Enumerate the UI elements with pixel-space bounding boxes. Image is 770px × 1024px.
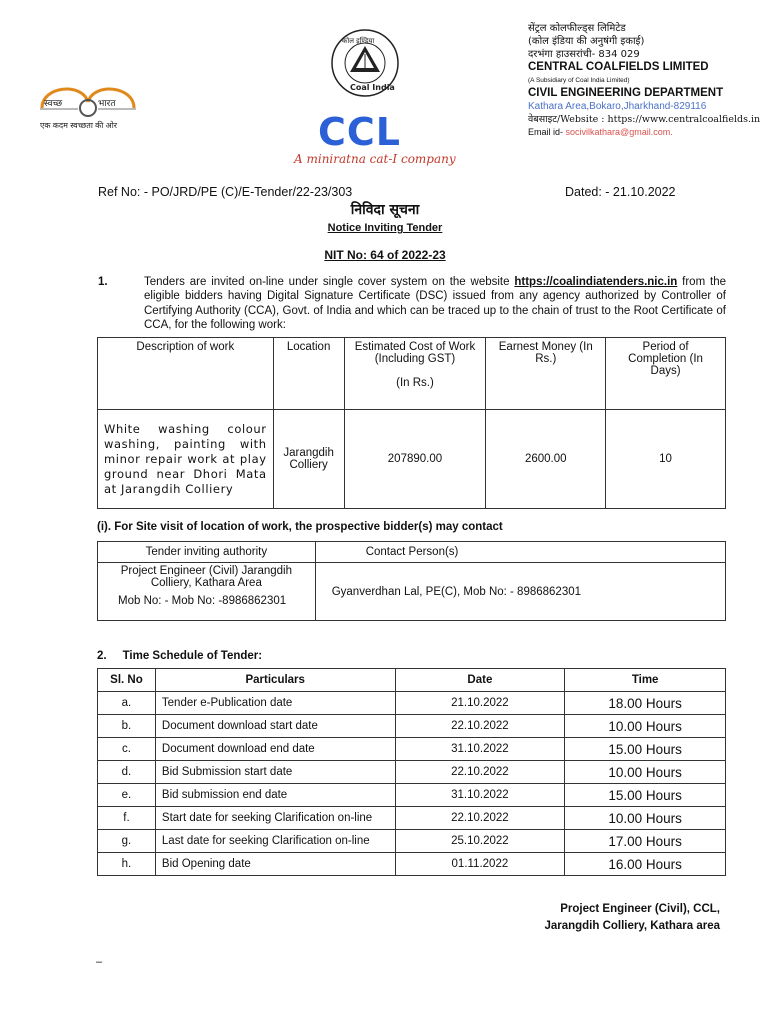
schedule-particular: Bid submission end date xyxy=(155,784,395,807)
section-2-number: 2. xyxy=(97,650,107,662)
hindi-subsidiary: (कोल इंडिया की अनुषंगी इकाई) xyxy=(528,36,645,47)
schedule-slno: e. xyxy=(98,784,156,807)
subsidiary-text: (A Subsidiary of Coal India Limited) xyxy=(528,77,630,84)
schedule-particular: Document download start date xyxy=(155,715,395,738)
title-hindi: निविदा सूचना xyxy=(350,202,420,218)
schedule-particular: Start date for seeking Clarification on-line xyxy=(155,807,395,830)
ccl-logo-text: CCL xyxy=(318,110,401,154)
swachh-left-text: स्वच्छ xyxy=(44,99,63,109)
work-description: White washing colour washing, painting with minor repair work at play ground near Dhori Mata at Jarangdih Colliery xyxy=(98,410,274,509)
schedule-slno: a. xyxy=(98,692,156,715)
schedule-time: 17.00 Hours xyxy=(565,830,726,853)
schedule-time: 10.00 Hours xyxy=(565,761,726,784)
swachh-tagline: एक कदम स्वच्छता की ओर xyxy=(40,121,118,130)
schedule-particular: Last date for seeking Clarification on-line xyxy=(155,830,395,853)
table-row xyxy=(98,692,726,715)
email-label: Email id- xyxy=(528,127,564,137)
schedule-date: 25.10.2022 xyxy=(395,830,565,853)
miniratna-tagline: A miniratna cat-I company xyxy=(294,152,456,166)
schedule-slno: h. xyxy=(98,853,156,876)
contact-person: Gyanverdhan Lal, PE(C), Mob No: - 8986862301 xyxy=(315,563,725,621)
section-2-title: Time Schedule of Tender: xyxy=(122,650,263,662)
company-name: CENTRAL COALFIELDS LIMITED xyxy=(528,61,709,73)
schedule-table xyxy=(97,668,726,876)
schedule-time: 15.00 Hours xyxy=(565,738,726,761)
schedule-particular: Bid Submission start date xyxy=(155,761,395,784)
hindi-address: दरभंगा हाउसरांची- 834 029 xyxy=(528,49,640,60)
schedule-slno: d. xyxy=(98,761,156,784)
section-2-heading xyxy=(97,650,262,662)
table-row xyxy=(98,738,726,761)
coal-india-english-text: Coal India xyxy=(350,83,395,92)
para1-text-before: Tenders are invited on-line under single cover system on the website xyxy=(144,276,515,288)
header-cost-unit: (In Rs.) xyxy=(396,377,434,389)
contact-table xyxy=(97,541,726,621)
schedule-time: 10.00 Hours xyxy=(565,715,726,738)
schedule-date: 21.10.2022 xyxy=(395,692,565,715)
schedule-date: 31.10.2022 xyxy=(395,738,565,761)
signature-line-2: Jarangdih Colliery, Kathara area xyxy=(544,920,720,932)
schedule-time: 10.00 Hours xyxy=(565,807,726,830)
schedule-header-slno: Sl. No xyxy=(98,669,156,692)
tender-website-link[interactable]: https://coalindiatenders.nic.in xyxy=(514,276,678,288)
area-address: Kathara Area,Bokaro,Jharkhand-829116 xyxy=(528,101,707,112)
signature-block xyxy=(440,901,720,935)
schedule-date: 22.10.2022 xyxy=(395,761,565,784)
schedule-time: 18.00 Hours xyxy=(565,692,726,715)
table-row xyxy=(98,715,726,738)
schedule-rows xyxy=(98,692,726,876)
work-table xyxy=(97,337,726,509)
email-line xyxy=(528,126,763,139)
dated: Dated: - 21.10.2022 xyxy=(565,185,676,199)
title-english: Notice Inviting Tender xyxy=(327,222,443,234)
schedule-particular: Document download end date xyxy=(155,738,395,761)
schedule-time: 15.00 Hours xyxy=(565,784,726,807)
schedule-date: 22.10.2022 xyxy=(395,807,565,830)
header-cost xyxy=(344,338,486,410)
work-emd: 2600.00 xyxy=(486,410,606,509)
site-visit-heading: (i). For Site visit of location of work, the prospective bidder(s) may contact xyxy=(97,521,503,533)
section-1-paragraph xyxy=(144,275,726,333)
schedule-header-date: Date xyxy=(395,669,565,692)
authority-mobile: Mob No: - Mob No: -8986862301 xyxy=(118,595,287,607)
swachh-right-text: भारत xyxy=(98,99,116,109)
authority-cell xyxy=(98,563,316,621)
table-row xyxy=(98,410,726,509)
signature-line-1: Project Engineer (Civil), CCL, xyxy=(560,903,720,915)
coal-india-hindi-text: कोल इण्डिया xyxy=(342,37,375,45)
contact-header-person: Contact Person(s) xyxy=(315,542,725,563)
schedule-header-particulars: Particulars xyxy=(155,669,395,692)
work-location: Jarangdih Colliery xyxy=(273,410,344,509)
schedule-time: 16.00 Hours xyxy=(565,853,726,876)
schedule-slno: b. xyxy=(98,715,156,738)
table-row xyxy=(98,830,726,853)
schedule-slno: g. xyxy=(98,830,156,853)
email-link[interactable]: socivilkathara@gmail.com. xyxy=(565,127,673,137)
table-row xyxy=(98,853,726,876)
department-name: CIVIL ENGINEERING DEPARTMENT xyxy=(528,87,724,99)
section-1-number: 1. xyxy=(98,276,108,288)
authority-name: Project Engineer (Civil) Jarangdih Colliery, Kathara Area xyxy=(120,565,292,589)
header-earnest-money: Earnest Money (In Rs.) xyxy=(486,338,606,410)
schedule-particular: Bid Opening date xyxy=(155,853,395,876)
work-period: 10 xyxy=(606,410,726,509)
schedule-date: 22.10.2022 xyxy=(395,715,565,738)
schedule-particular: Tender e-Publication date xyxy=(155,692,395,715)
header-description: Description of work xyxy=(98,338,274,410)
header-cost-label: Estimated Cost of Work (Including GST) xyxy=(354,341,476,365)
schedule-slno: c. xyxy=(98,738,156,761)
schedule-date: 31.10.2022 xyxy=(395,784,565,807)
hindi-company-name: सेंट्रल कोलफील्ड्स लिमिटेड xyxy=(528,23,626,34)
work-cost: 207890.00 xyxy=(344,410,486,509)
website-link[interactable]: वेबसाइट/Website : https://www.centralcoalfields.in xyxy=(528,114,761,125)
header-location: Location xyxy=(273,338,344,410)
schedule-date: 01.11.2022 xyxy=(395,853,565,876)
schedule-slno: f. xyxy=(98,807,156,830)
para1-text-after: from the eligible bidders having Digital Signature Certificate (DSC) issued from any agency authorized by Controller of Certifying Authority (CCA), Govt. of India and which can be traced up to the chain of trust to the Root Certificate of CCA, for the following work: xyxy=(144,276,726,332)
nit-number: NIT No: 64 of 2022-23 xyxy=(324,248,446,262)
contact-header-authority: Tender inviting authority xyxy=(98,542,316,563)
table-row xyxy=(98,761,726,784)
reference-number: Ref No: - PO/JRD/PE (C)/E-Tender/22-23/303 xyxy=(98,185,353,199)
table-row xyxy=(98,784,726,807)
footer-mark: – xyxy=(96,956,103,968)
coal-india-emblem xyxy=(330,28,400,98)
company-header xyxy=(528,22,763,139)
schedule-header-time: Time xyxy=(565,669,726,692)
header-period: Period of Completion (In Days) xyxy=(606,338,726,410)
table-row xyxy=(98,807,726,830)
